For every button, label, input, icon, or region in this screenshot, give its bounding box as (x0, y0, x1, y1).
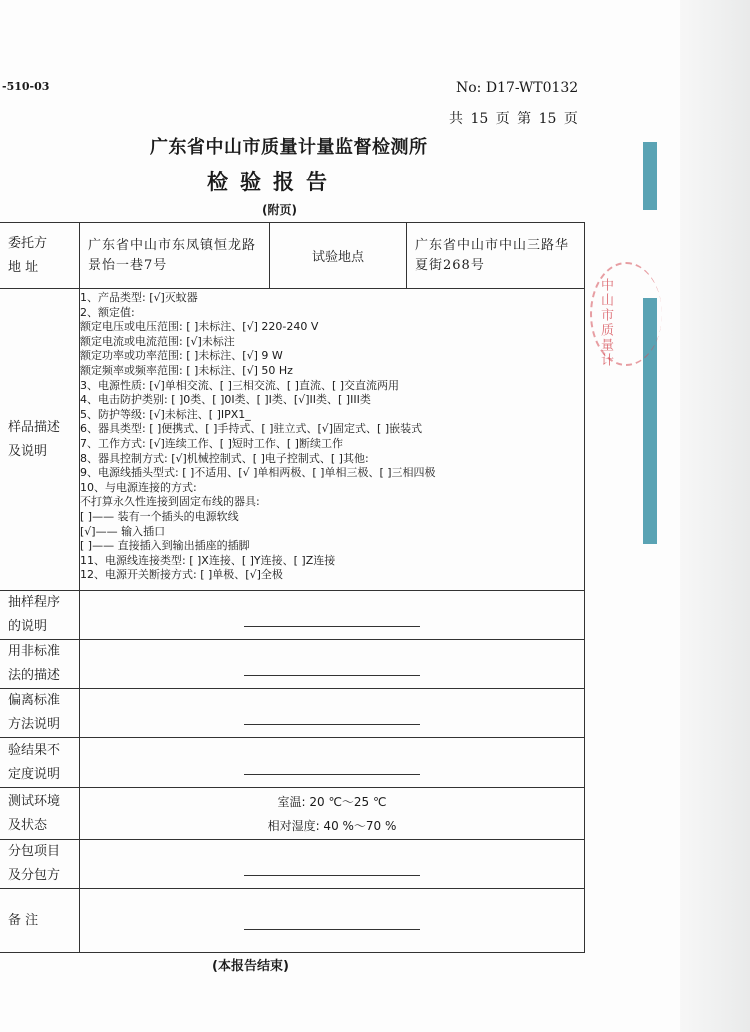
env-humidity: 相对湿度: 40 %～70 % (267, 818, 397, 833)
nonstandard-label: 用非标准 法的描述 (0, 640, 80, 689)
env-temperature: 室温: 20 ℃～25 ℃ (277, 794, 387, 809)
sample-line: 不打算永久性连接到固定布线的器具: (80, 495, 260, 509)
sample-line: 8、器具控制方式: [√]机械控制式、[ ]电子控制式、[ ]其他: (80, 451, 369, 465)
environment-value (80, 788, 585, 840)
binder-tab-top (643, 142, 657, 210)
sample-label: 样品描述 及说明 (0, 289, 80, 591)
sample-line: [√]—— 输入插口 (80, 524, 166, 538)
sample-line: 5、防护等级: [√]未标注、[ ]IPX1_ (80, 407, 251, 421)
report-subtitle: (附页) (262, 203, 297, 217)
sample-line: 9、电源线插头型式: [ ]不适用、[√ ]单相两极、[ ]单相三极、[ ]三相四极 (80, 466, 436, 480)
sample-line: 10、与电源连接的方式: (80, 480, 197, 494)
report-end-note: (本报告结束) (212, 959, 289, 974)
client-label: 委托方 地 址 (0, 223, 80, 289)
sampling-label: 抽样程序 的说明 (0, 591, 80, 640)
nonstandard-row (0, 640, 585, 689)
page-count: 共 15 页 第 15 页 (449, 111, 578, 127)
test-site-label: 试验地点 (270, 223, 407, 289)
report-table (0, 222, 585, 953)
sample-line: 额定功率或功率范围: [ ]未标注、[√] 9 W (80, 349, 283, 363)
sample-line: 2、额定值: (80, 305, 135, 319)
sample-description (80, 289, 585, 591)
organization-title: 广东省中山市质量计量监督检测所 (150, 137, 428, 158)
sample-line: 7、工作方式: [√]连续工作、[ ]短时工作、[ ]断续工作 (80, 436, 343, 450)
remarks-row (0, 889, 585, 953)
sample-line: 1、产品类型: [√]灭蚊器 (80, 291, 198, 304)
sample-row (0, 289, 585, 591)
sample-line: 6、器具类型: [ ]便携式、[ ]手持式、[ ]驻立式、[√]固定式、[ ]嵌装式 (80, 422, 423, 436)
deviation-row (0, 689, 585, 738)
uncertainty-row (0, 738, 585, 788)
sampling-value (80, 591, 585, 640)
report-number: No: D17-WT0132 (456, 80, 579, 96)
subcontract-row (0, 840, 585, 889)
sample-line: 额定电压或电压范围: [ ]未标注、[√] 220-240 V (80, 320, 319, 334)
page-edge-shadow (680, 0, 750, 1032)
sampling-row (0, 591, 585, 640)
sample-line: 额定频率或频率范围: [ ]未标注、[√] 50 Hz (80, 363, 293, 377)
environment-row (0, 788, 585, 840)
remarks-label: 备 注 (0, 889, 80, 953)
subcontract-value (80, 840, 585, 889)
deviation-label: 偏离标准 方法说明 (0, 689, 80, 738)
client-address: 广东省中山市东凤镇恒龙路景怡一巷7号 (80, 223, 270, 289)
report-title: 检验报告 (207, 170, 339, 194)
sample-line: 12、电源开关断接方式: [ ]单极、[√]全极 (80, 568, 283, 582)
sample-line: [ ]—— 装有一个插头的电源软线 (80, 509, 239, 523)
sample-line: 11、电源线连接类型: [ ]X连接、[ ]Y连接、[ ]Z连接 (80, 553, 336, 567)
sample-line: 4、电击防护类别: [ ]0类、[ ]0I类、[ ]I类、[√]II类、[ ]III类 (80, 393, 371, 407)
seal-text: 中山市质量计 (598, 278, 613, 368)
nonstandard-value (80, 640, 585, 689)
address-row (0, 223, 585, 289)
test-site-address: 广东省中山市中山三路华夏街268号 (407, 223, 585, 289)
environment-label: 测试环境 及状态 (0, 788, 80, 840)
sample-line: 额定电流或电流范围: [√]未标注 (80, 334, 235, 348)
sample-line: [ ]—— 直接插入到输出插座的插脚 (80, 539, 250, 553)
deviation-value (80, 689, 585, 738)
uncertainty-label: 验结果不 定度说明 (0, 738, 80, 788)
form-code: -510-03 (2, 80, 50, 93)
uncertainty-value (80, 738, 585, 788)
sample-line: 3、电源性质: [√]单相交流、[ ]三相交流、[ ]直流、[ ]交直流两用 (80, 378, 400, 392)
remarks-value (80, 889, 585, 953)
subcontract-label: 分包项目 及分包方 (0, 840, 80, 889)
sample-lines (80, 291, 584, 583)
